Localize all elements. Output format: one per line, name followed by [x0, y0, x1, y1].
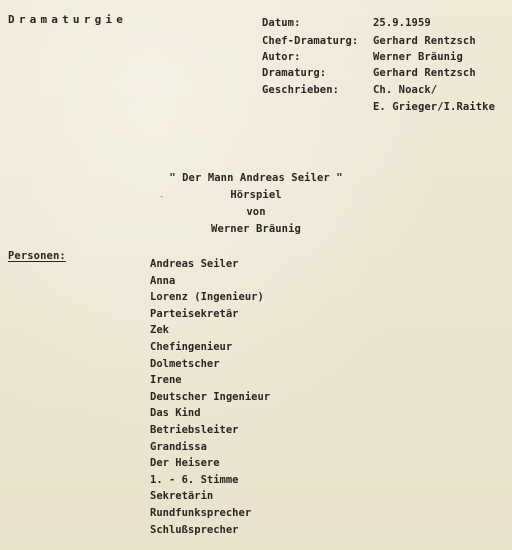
personen-label: Personen:: [8, 250, 66, 262]
meta-label-written-by: Geschrieben:: [262, 84, 340, 96]
list-item: Andreas Seiler: [150, 258, 239, 270]
meta-label-dramaturg: Dramaturg:: [262, 67, 327, 79]
list-item: Betriebsleiter: [150, 423, 239, 436]
meta-value-date: 25.9.1959: [373, 17, 431, 29]
list-item: Rundfunksprecher: [150, 506, 252, 519]
stray-mark: -: [159, 192, 165, 202]
department-heading: Dramaturgie: [8, 13, 128, 26]
play-title: " Der Mann Andreas Seiler ": [169, 172, 343, 184]
meta-value-chief-dramaturg: Gerhard Rentzsch: [373, 35, 476, 47]
list-item: Zek: [150, 324, 169, 337]
play-by: von: [246, 206, 266, 218]
meta-label-chief-dramaturg: Chef-Dramaturg:: [262, 35, 359, 47]
meta-value-written-by-continued: E. Grieger/I.Raitke: [373, 101, 496, 113]
list-item: Chefingenieur: [150, 340, 233, 353]
list-item: Irene: [150, 374, 182, 387]
play-genre: Hörspiel: [230, 189, 282, 201]
meta-label-author: Autor:: [262, 51, 301, 63]
list-item: Parteisekretär: [150, 307, 239, 320]
list-item: Grandissa: [150, 440, 207, 453]
list-item: Lorenz (Ingenieur): [150, 291, 264, 304]
list-item: Anna: [150, 274, 176, 287]
meta-value-dramaturg: Gerhard Rentzsch: [373, 67, 476, 79]
list-item: 1. - 6. Stimme: [150, 473, 239, 486]
list-item: Schlußsprecher: [150, 523, 239, 536]
personen-list: [150, 256, 270, 538]
meta-value-written-by: Ch. Noack/: [373, 84, 438, 96]
list-item: Dolmetscher: [150, 357, 220, 370]
meta-label-date: Datum:: [262, 17, 301, 29]
list-item: Der Heisere: [150, 457, 220, 470]
list-item: Sekretärin: [150, 490, 214, 503]
play-author: Werner Bräunig: [211, 223, 301, 235]
meta-value-author: Werner Bräunig: [373, 51, 463, 63]
list-item: Deutscher Ingenieur: [150, 390, 271, 403]
list-item: Das Kind: [150, 407, 201, 420]
